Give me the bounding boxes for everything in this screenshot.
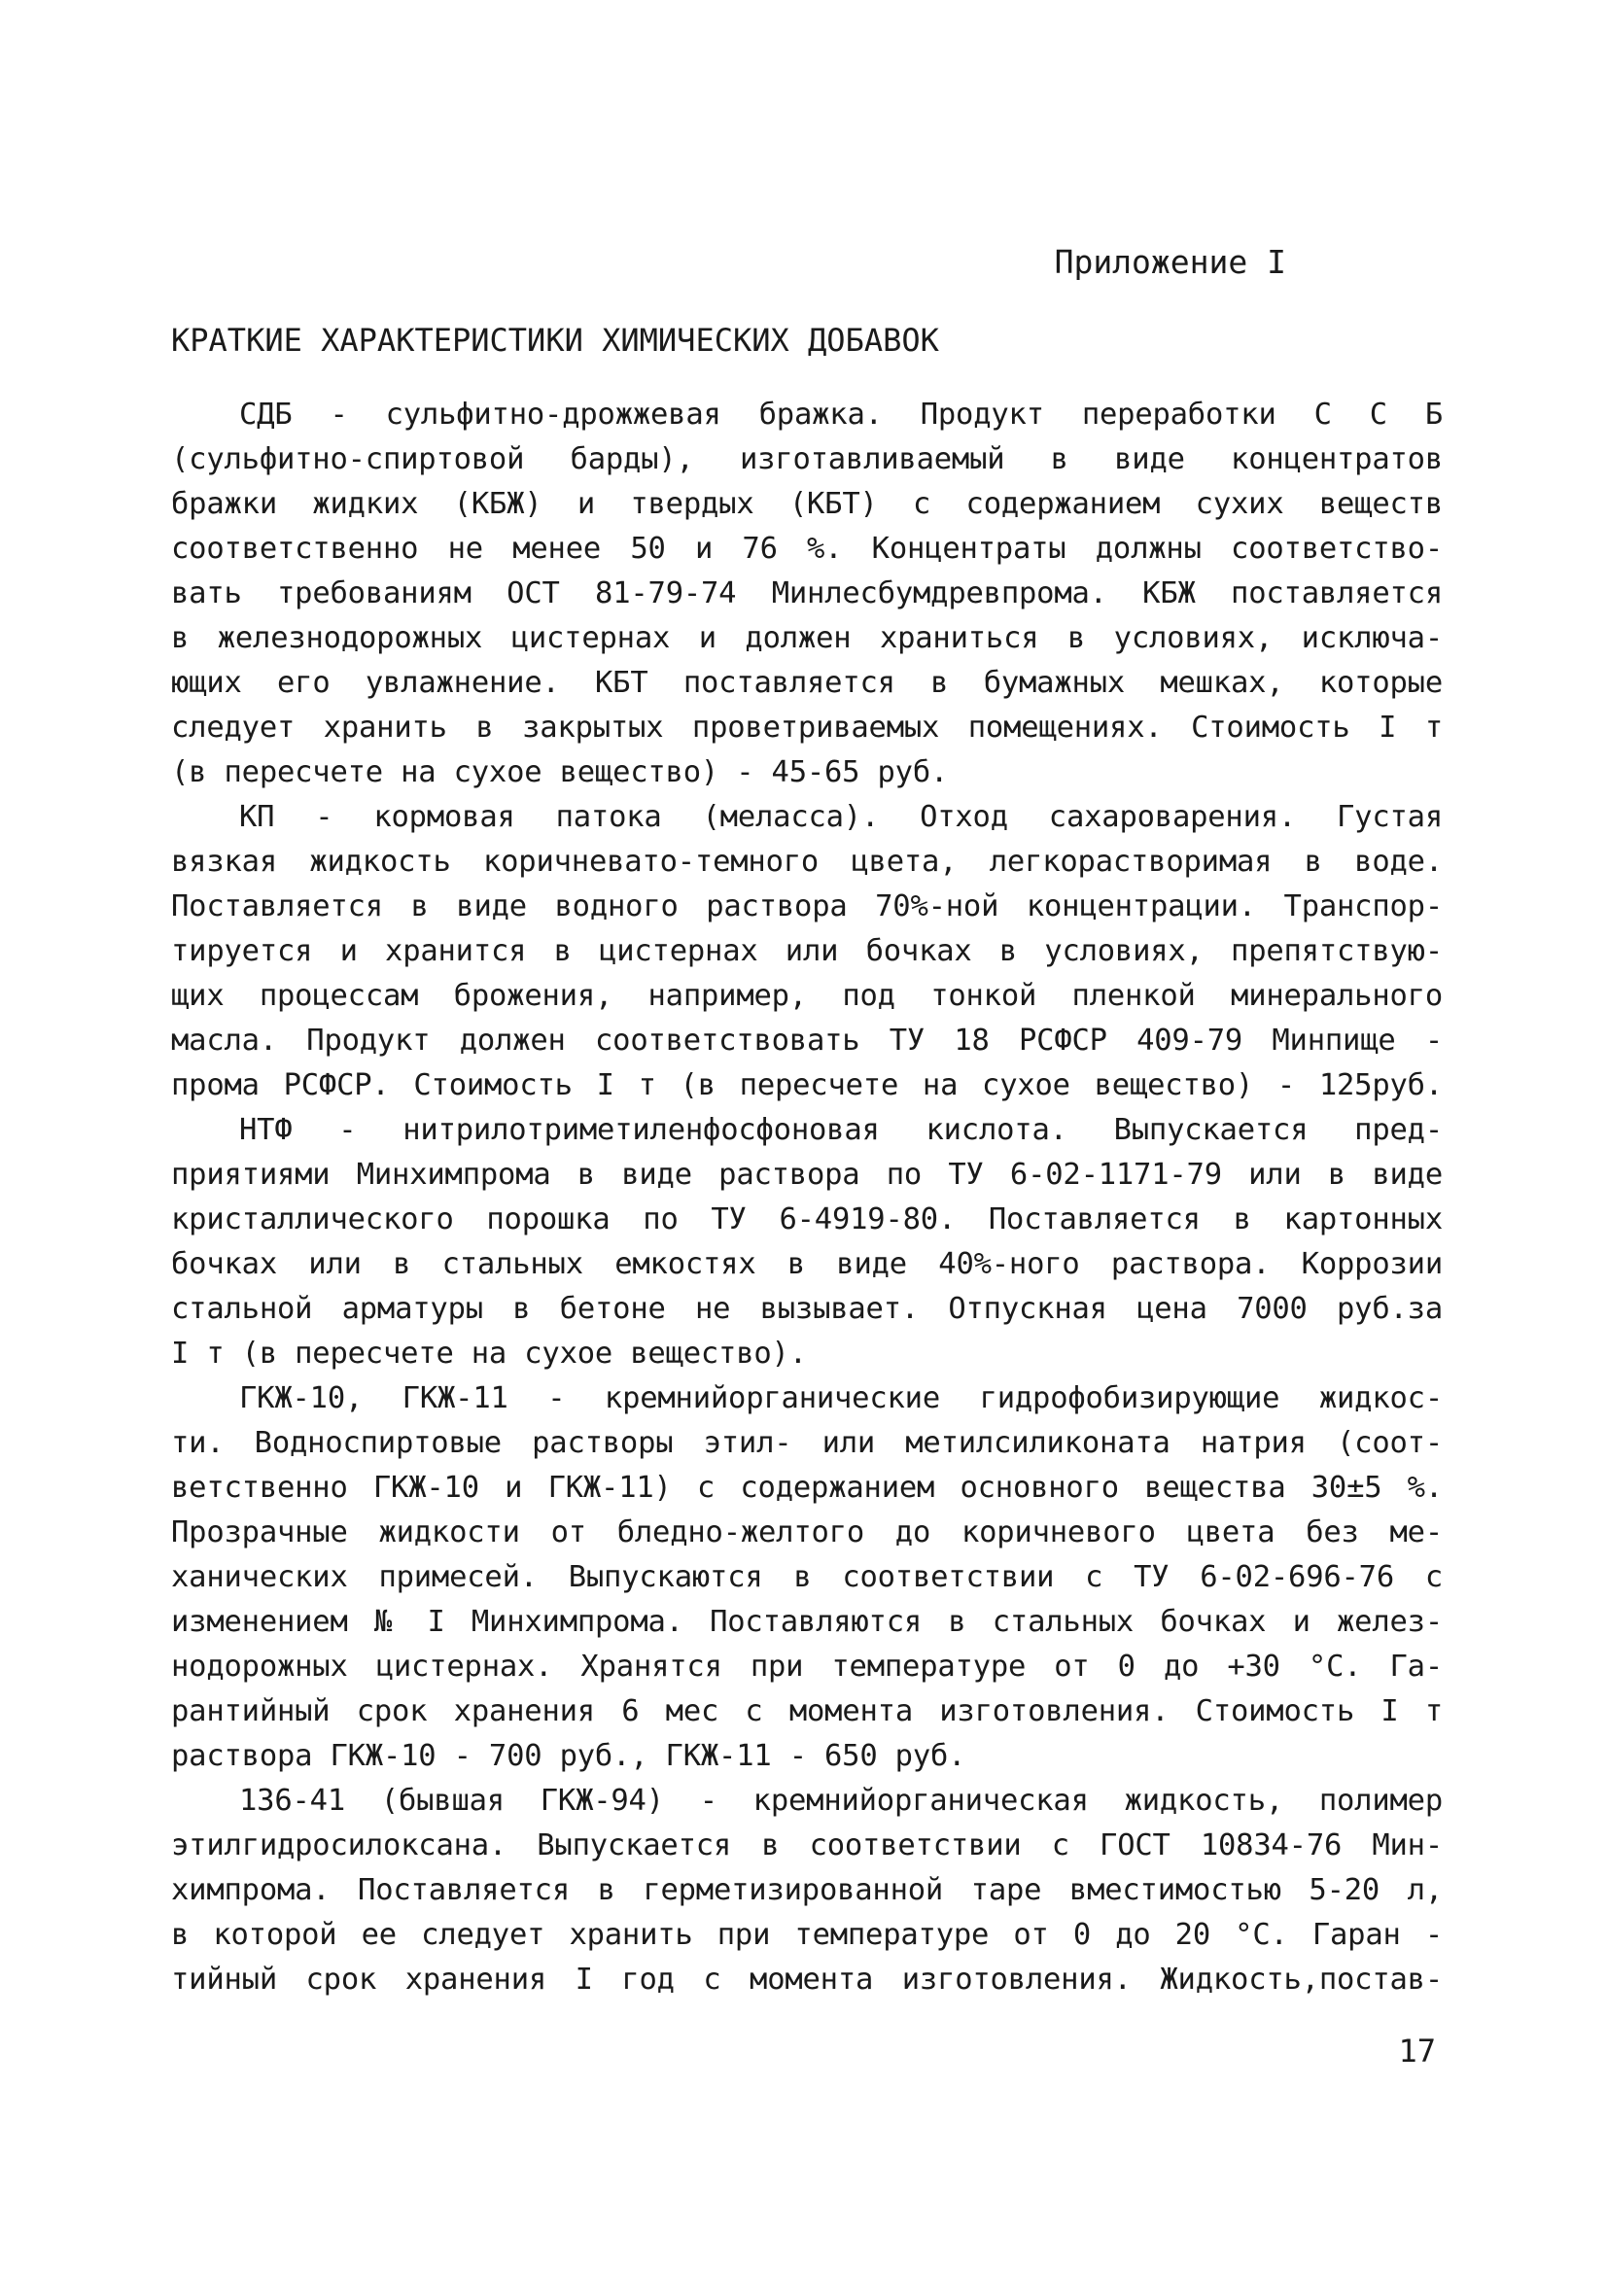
text-line: ханических примесей. Выпускаются в соответствии с ТУ 6-02-696-76 с	[171, 1560, 1443, 1594]
text-line: вязкая жидкость коричневато-темного цвета, легкорастворимая в воде.	[171, 845, 1443, 879]
text-line: приятиями Минхимпрома в виде раствора по ТУ 6-02-1171-79 или в виде	[171, 1158, 1443, 1192]
text-line: прома РСФСР. Стоимость I т (в пересчете на сухое вещество) - 125руб.	[171, 1068, 1443, 1102]
text-line: тируется и хранится в цистернах или бочках в условиях, препятствую-	[171, 934, 1443, 968]
text-line: стальной арматуры в бетоне не вызывает. Отпускная цена 7000 руб.за	[171, 1292, 1443, 1326]
text-line: рантийный срок хранения 6 мес с момента изготовления. Стоимость I т	[171, 1694, 1443, 1728]
text-line: раствора ГКЖ-10 - 700 руб., ГКЖ-11 - 650 руб.	[171, 1739, 966, 1773]
text-line: нодорожных цистернах. Хранятся при температуре от 0 до +30 °С. Га-	[171, 1650, 1443, 1684]
text-line: в железнодорожных цистернах и должен храниться в условиях, исключа-	[171, 621, 1443, 655]
text-line: масла. Продукт должен соответствовать ТУ 18 РСФСР 409-79 Минпище -	[171, 1024, 1443, 1058]
appendix-label: Приложение I	[1054, 243, 1286, 281]
text-line: бражки жидких (КБЖ) и твердых (КБТ) с содержанием сухих веществ	[171, 487, 1443, 521]
body-text	[171, 393, 1443, 2002]
text-line: ГКЖ-10, ГКЖ-11 - кремнийорганические гидрофобизирующие жидкос-	[239, 1381, 1443, 1415]
text-line: тийный срок хранения I год с момента изготовления. Жидкость,постав-	[171, 1963, 1443, 1997]
text-line: следует хранить в закрытых проветриваемых помещениях. Стоимость I т	[171, 711, 1443, 745]
text-line: 136-41 (бывшая ГКЖ-94) - кремнийорганическая жидкость, полимер	[239, 1784, 1443, 1818]
text-line: щих процессам брожения, например, под тонкой пленкой минерального	[171, 979, 1443, 1013]
text-line: (в пересчете на сухое вещество) - 45-65 руб.	[171, 755, 949, 789]
text-line: химпрома. Поставляется в герметизированной таре вместимостью 5-20 л,	[171, 1873, 1443, 1907]
text-line: СДБ - сульфитно-дрожжевая бражка. Продукт переработки С С Б	[239, 398, 1443, 432]
text-line: Прозрачные жидкости от бледно-желтого до коричневого цвета без ме-	[171, 1515, 1443, 1549]
text-line: этилгидросилоксана. Выпускается в соответствии с ГОСТ 10834-76 Мин-	[171, 1828, 1443, 1862]
text-line: изменением № I Минхимпрома. Поставляются в стальных бочках и желез-	[171, 1605, 1443, 1639]
text-line: кристаллического порошка по ТУ 6-4919-80. Поставляется в картонных	[171, 1202, 1443, 1236]
text-line: НТФ - нитрилотриметиленфосфоновая кислота. Выпускается пред-	[239, 1113, 1443, 1147]
text-line: вать требованиям ОСТ 81-79-74 Минлесбумдревпрома. КБЖ поставляется	[171, 576, 1443, 610]
text-line: КП - кормовая патока (меласса). Отход сахароварения. Густая	[239, 800, 1443, 834]
text-line: ющих его увлажнение. КБТ поставляется в бумажных мешках, которые	[171, 666, 1443, 700]
text-line: (сульфитно-спиртовой барды), изготавливаемый в виде концентратов	[171, 442, 1443, 476]
text-line: ти. Водноспиртовые растворы этил- или метилсиликоната натрия (соот-	[171, 1426, 1443, 1460]
page-number: 17	[1398, 2033, 1436, 2070]
text-line: I т (в пересчете на сухое вещество).	[171, 1337, 807, 1371]
text-line: в которой ее следует хранить при температуре от 0 до 20 °С. Гаран -	[171, 1918, 1443, 1952]
text-line: соответственно не менее 50 и 76 %. Концентраты должны соответство-	[171, 532, 1443, 566]
text-line: ветственно ГКЖ-10 и ГКЖ-11) с содержанием основного вещества 30±5 %.	[171, 1471, 1443, 1505]
text-line: Поставляется в виде водного раствора 70%-ной концентрации. Транспор-	[171, 889, 1443, 923]
text-line: бочках или в стальных емкостях в виде 40%-ного раствора. Коррозии	[171, 1247, 1443, 1281]
section-heading: КРАТКИЕ ХАРАКТЕРИСТИКИ ХИМИЧЕСКИХ ДОБАВОК	[171, 322, 939, 359]
